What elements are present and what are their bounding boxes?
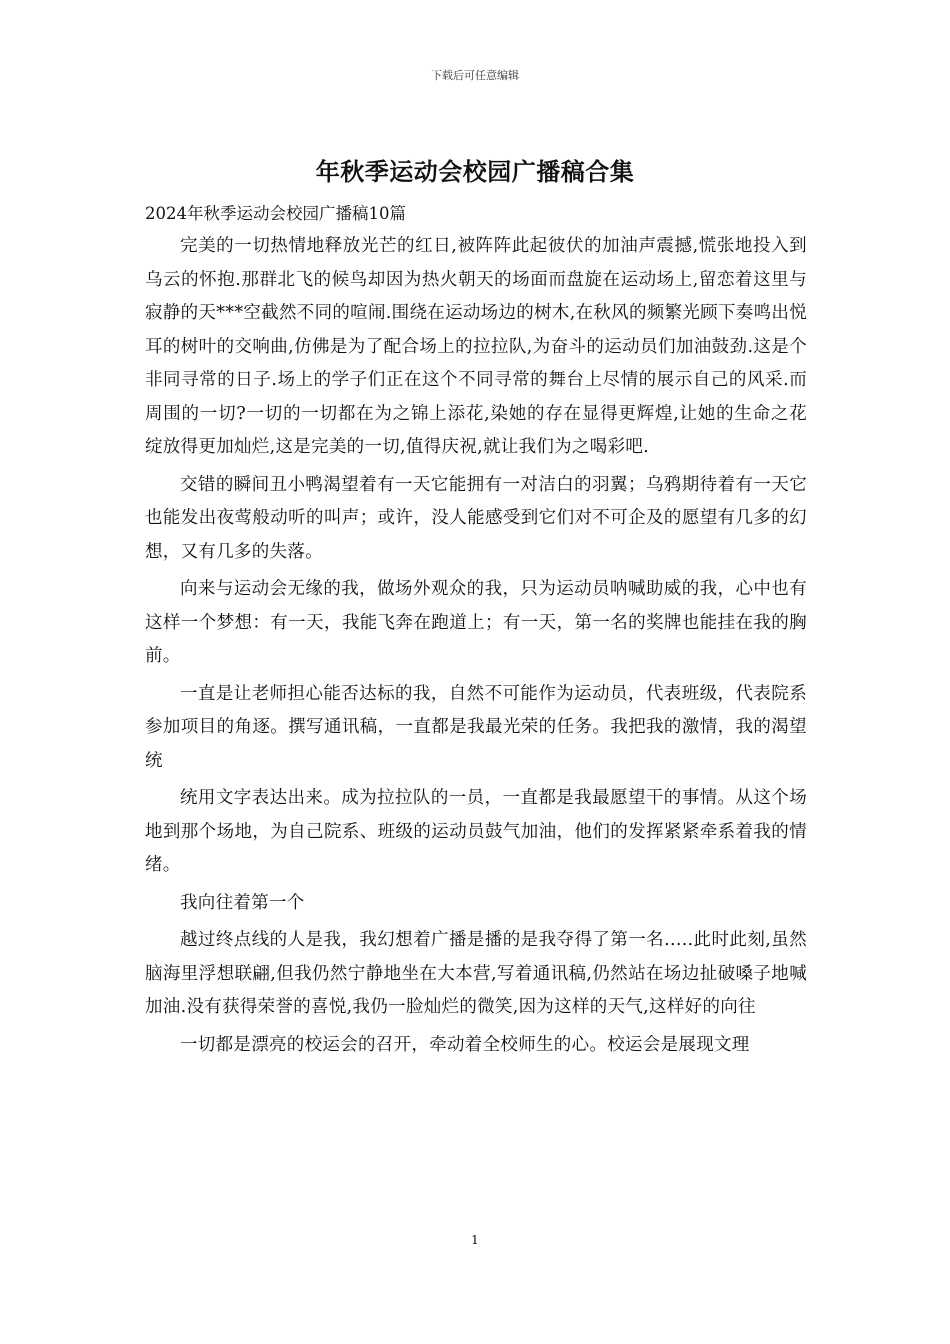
paragraph: 向来与运动会无缘的我，做场外观众的我，只为运动员呐喊助威的我，心中也有这样一个梦想：有一天，我能飞奔在跑道上；有一天，第一名的奖牌也能挂在我的胸前。 <box>145 579 807 666</box>
paragraph: 我向往着第一个 <box>180 892 305 913</box>
paragraph: 越过终点线的人是我，我幻想着广播是播的是我夺得了第一名.....此时此刻,虽然脑海里浮想联翩,但我仍然宁静地坐在大本营,写着通讯稿,仍然站在场边扯破嗓子地喊加油.没有获得荣誉的喜悦,我仍一脸灿烂的微笑,因为这样的天气,这样好的向往 <box>145 930 807 1017</box>
paragraph: 交错的瞬间丑小鸭渴望着有一天它能拥有一对洁白的羽翼；乌鸦期待着有一天它也能发出夜莺般动听的叫声；或许，没人能感受到它们对不可企及的愿望有几多的幻想，又有几多的失落。 <box>145 474 807 562</box>
header-note: 下载后可任意编辑 <box>431 69 519 82</box>
paragraph: 一切都是漂亮的校运会的召开，牵动着全校师生的心。校运会是展现文理 <box>180 1034 750 1055</box>
paragraph: 一直是让老师担心能否达标的我，自然不可能作为运动员，代表班级，代表院系参加项目的角逐。撰写通讯稿，一直都是我最光荣的任务。我把我的激情，我的渴望统 <box>145 683 807 771</box>
paragraph: 统用文字表达出来。成为拉拉队的一员，一直都是我最愿望干的事情。从这个场地到那个场地，为自己院系、班级的运动员鼓气加油，他们的发挥紧紧牵系着我的情绪。 <box>145 788 807 875</box>
page-number: 1 <box>471 1233 479 1247</box>
document-subtitle: 2024年秋季运动会校园广播稿10篇 <box>145 204 406 223</box>
document-body <box>145 197 807 1066</box>
document-title: 年秋季运动会校园广播稿合集 <box>315 157 635 186</box>
paragraph: 完美的一切热情地释放光芒的红日,被阵阵此起彼伏的加油声震撼,慌张地投入到乌云的怀抱.那群北飞的候鸟却因为热火朝天的场面而盘旋在运动场上,留恋着这里与寂静的天***空截然不同的喧闹.围绕在运动场边的树木,在秋风的频繁光顾下奏鸣出悦耳的树叶的交响曲,仿佛是为了配合场上的拉拉队,为奋斗的运动员们加油鼓劲.这是个非同寻常的日子.场上的学子们正在这个不同寻常的舞台上尽情的展示自己的风采.而周围的一切?一切的一切都在为之锦上添花,染她的存在显得更辉煌,让她的生命之花绽放得更加灿烂,这是完美的一切,值得庆祝,就让我们为之喝彩吧. <box>145 236 807 457</box>
